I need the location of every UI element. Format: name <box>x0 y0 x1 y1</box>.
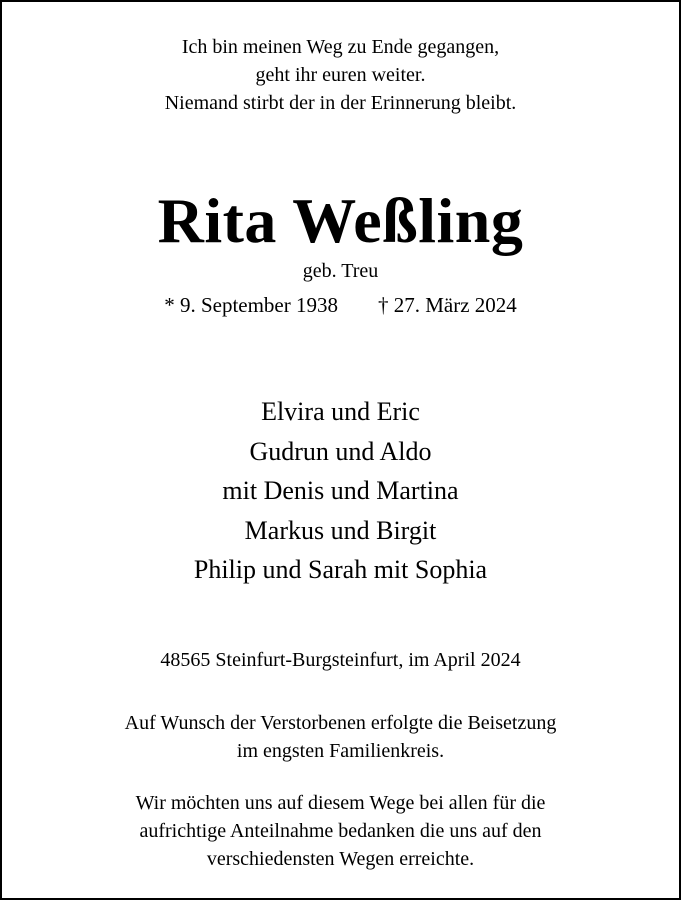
thanks-line: verschiedensten Wegen erreichte. <box>206 848 475 870</box>
thanks-note <box>2 789 679 873</box>
memorial-quote <box>2 33 679 117</box>
deceased-name: Rita Weßling <box>157 185 524 256</box>
quote-line: Niemand stirbt der in der Erinnerung bleibt. <box>164 92 517 114</box>
mourner-line: Philip und Sarah mit Sophia <box>193 555 488 584</box>
place-and-date: 48565 Steinfurt-Burgsteinfurt, im April 2024 <box>160 649 521 671</box>
thanks-line: aufrichtige Anteilnahme bedanken die uns auf den <box>139 820 542 842</box>
mourner-line: Elvira und Eric <box>261 397 420 426</box>
notice-line: Auf Wunsch der Verstorbenen erfolgte die Beisetzung <box>124 712 557 734</box>
mourner-line: mit Denis und Martina <box>222 476 459 505</box>
birth-date: * 9. September 1938 <box>164 293 338 317</box>
mourner-line: Gudrun und Aldo <box>249 436 432 466</box>
quote-line: geht ihr euren weiter. <box>255 64 426 86</box>
birth-name: geb. Treu <box>302 260 379 282</box>
quote-line: Ich bin meinen Weg zu Ende gegangen, <box>181 36 500 58</box>
burial-notice <box>2 709 679 765</box>
notice-line: im engsten Familienkreis. <box>236 740 445 762</box>
life-dates <box>2 290 679 320</box>
mourners-list <box>2 392 679 590</box>
mourner-line: Markus und Birgit <box>244 515 437 545</box>
thanks-line: Wir möchten uns auf diesem Wege bei allen für die <box>135 792 546 814</box>
death-date: † 27. März 2024 <box>378 293 517 317</box>
